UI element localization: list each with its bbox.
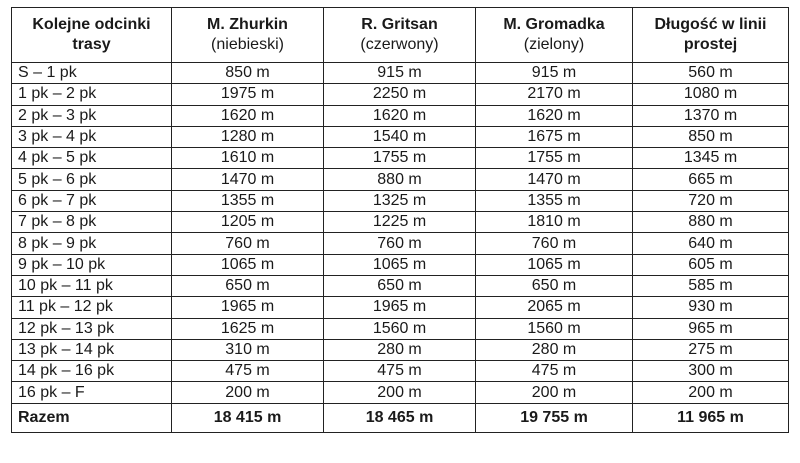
column-header	[476, 8, 633, 63]
distance-cell: 1675 m	[476, 126, 633, 147]
distance-cell: 1325 m	[324, 190, 476, 211]
distance-cell: 1810 m	[476, 212, 633, 233]
table-row	[12, 339, 789, 360]
distance-cell: 605 m	[633, 254, 789, 275]
segment-cell: 5 pk – 6 pk	[12, 169, 172, 190]
distance-cell: 475 m	[476, 361, 633, 382]
distance-cell: 280 m	[324, 339, 476, 360]
column-header-title: M. Zhurkin	[207, 16, 288, 33]
total-cell: 19 755 m	[476, 403, 633, 432]
distance-cell: 310 m	[172, 339, 324, 360]
segment-cell: 6 pk – 7 pk	[12, 190, 172, 211]
distance-cell: 585 m	[633, 275, 789, 296]
distance-cell: 2250 m	[324, 84, 476, 105]
column-header-title: Kolejne odcinki trasy	[32, 16, 151, 53]
column-header-title: M. Gromadka	[503, 16, 605, 33]
table-row	[12, 361, 789, 382]
segment-cell: 11 pk – 12 pk	[12, 297, 172, 318]
total-row	[12, 403, 789, 432]
segment-cell: 13 pk – 14 pk	[12, 339, 172, 360]
distance-cell: 1355 m	[476, 190, 633, 211]
distance-cell: 965 m	[633, 318, 789, 339]
distance-cell: 560 m	[633, 63, 789, 84]
distance-cell: 880 m	[324, 169, 476, 190]
distance-cell: 720 m	[633, 190, 789, 211]
distance-cell: 1355 m	[172, 190, 324, 211]
distance-cell: 665 m	[633, 169, 789, 190]
segment-cell: S – 1 pk	[12, 63, 172, 84]
distance-cell: 1620 m	[172, 105, 324, 126]
table-row	[12, 297, 789, 318]
segment-cell: 4 pk – 5 pk	[12, 148, 172, 169]
column-header	[172, 8, 324, 63]
route-segments-table	[11, 7, 789, 433]
segment-cell: 8 pk – 9 pk	[12, 233, 172, 254]
table-row	[12, 63, 789, 84]
distance-cell: 1965 m	[172, 297, 324, 318]
table-row	[12, 84, 789, 105]
distance-cell: 1080 m	[633, 84, 789, 105]
column-header-subtitle: (niebieski)	[211, 36, 284, 53]
distance-cell: 1470 m	[476, 169, 633, 190]
distance-cell: 760 m	[324, 233, 476, 254]
distance-cell: 1065 m	[172, 254, 324, 275]
table-row	[12, 318, 789, 339]
distance-cell: 200 m	[172, 382, 324, 403]
distance-cell: 650 m	[476, 275, 633, 296]
distance-cell: 1205 m	[172, 212, 324, 233]
distance-cell: 760 m	[172, 233, 324, 254]
distance-cell: 1280 m	[172, 126, 324, 147]
table-row	[12, 105, 789, 126]
segment-cell: 10 pk – 11 pk	[12, 275, 172, 296]
distance-cell: 1755 m	[324, 148, 476, 169]
total-label: Razem	[12, 403, 172, 432]
distance-cell: 1975 m	[172, 84, 324, 105]
distance-cell: 1755 m	[476, 148, 633, 169]
table-row	[12, 169, 789, 190]
column-header	[12, 8, 172, 63]
header-row	[12, 8, 789, 63]
distance-cell: 1540 m	[324, 126, 476, 147]
table-row	[12, 148, 789, 169]
distance-cell: 1065 m	[324, 254, 476, 275]
distance-cell: 1345 m	[633, 148, 789, 169]
distance-cell: 275 m	[633, 339, 789, 360]
distance-cell: 1225 m	[324, 212, 476, 233]
distance-cell: 650 m	[172, 275, 324, 296]
segment-cell: 16 pk – F	[12, 382, 172, 403]
segment-cell: 7 pk – 8 pk	[12, 212, 172, 233]
segment-cell: 3 pk – 4 pk	[12, 126, 172, 147]
table-row	[12, 275, 789, 296]
column-header	[633, 8, 789, 63]
table-row	[12, 126, 789, 147]
table-row	[12, 382, 789, 403]
distance-cell: 1370 m	[633, 105, 789, 126]
table-row	[12, 233, 789, 254]
distance-cell: 650 m	[324, 275, 476, 296]
distance-cell: 300 m	[633, 361, 789, 382]
distance-cell: 1620 m	[476, 105, 633, 126]
segment-cell: 12 pk – 13 pk	[12, 318, 172, 339]
distance-cell: 1620 m	[324, 105, 476, 126]
total-cell: 11 965 m	[633, 403, 789, 432]
total-cell: 18 415 m	[172, 403, 324, 432]
distance-cell: 280 m	[476, 339, 633, 360]
distance-cell: 1560 m	[324, 318, 476, 339]
distance-cell: 475 m	[172, 361, 324, 382]
segment-cell: 9 pk – 10 pk	[12, 254, 172, 275]
distance-cell: 915 m	[476, 63, 633, 84]
distance-cell: 2065 m	[476, 297, 633, 318]
distance-cell: 850 m	[172, 63, 324, 84]
distance-cell: 760 m	[476, 233, 633, 254]
segment-cell: 2 pk – 3 pk	[12, 105, 172, 126]
distance-cell: 1965 m	[324, 297, 476, 318]
distance-cell: 200 m	[324, 382, 476, 403]
table-row	[12, 212, 789, 233]
column-header-title: R. Gritsan	[361, 16, 438, 33]
column-header-title: Długość w linii prostej	[654, 16, 767, 53]
total-cell: 18 465 m	[324, 403, 476, 432]
distance-cell: 200 m	[476, 382, 633, 403]
distance-cell: 1560 m	[476, 318, 633, 339]
distance-cell: 200 m	[633, 382, 789, 403]
distance-cell: 475 m	[324, 361, 476, 382]
distance-cell: 640 m	[633, 233, 789, 254]
distance-cell: 1065 m	[476, 254, 633, 275]
table-row	[12, 190, 789, 211]
distance-cell: 930 m	[633, 297, 789, 318]
distance-cell: 850 m	[633, 126, 789, 147]
segment-cell: 14 pk – 16 pk	[12, 361, 172, 382]
column-header-subtitle: (czerwony)	[360, 36, 439, 53]
segment-cell: 1 pk – 2 pk	[12, 84, 172, 105]
distance-cell: 1625 m	[172, 318, 324, 339]
distance-cell: 915 m	[324, 63, 476, 84]
column-header-subtitle: (zielony)	[523, 36, 585, 53]
distance-cell: 1470 m	[172, 169, 324, 190]
table-row	[12, 254, 789, 275]
column-header	[324, 8, 476, 63]
distance-cell: 2170 m	[476, 84, 633, 105]
distance-cell: 880 m	[633, 212, 789, 233]
distance-cell: 1610 m	[172, 148, 324, 169]
